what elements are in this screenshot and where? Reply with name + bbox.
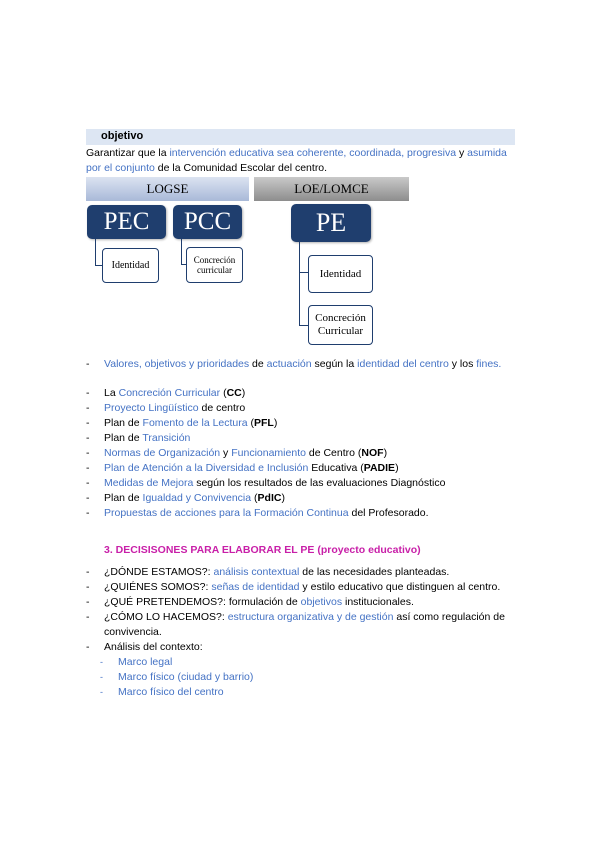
item-text: ) bbox=[383, 447, 388, 459]
item-text: y bbox=[220, 447, 232, 459]
list-dash: - bbox=[86, 581, 90, 593]
pec-identidad-box: Identidad bbox=[102, 248, 159, 283]
list-dash: - bbox=[86, 596, 90, 608]
item-link: Proyecto Lingüístico bbox=[104, 402, 199, 414]
item-link: Funcionamiento bbox=[231, 447, 306, 459]
item-abbr: PFL bbox=[254, 417, 274, 429]
item-text: Educativa ( bbox=[308, 462, 364, 474]
sublist-dash: - bbox=[100, 657, 103, 667]
pcc-connector bbox=[181, 239, 182, 264]
item-text: y los bbox=[448, 358, 477, 370]
heading-objetivo: objetivo bbox=[101, 130, 144, 142]
intro-paragraph bbox=[86, 146, 518, 176]
section-3-heading: 3. DECISISONES PARA ELABORAR EL PE (proyecto educativo) bbox=[104, 544, 421, 556]
item-text: de Centro ( bbox=[305, 447, 362, 459]
item-text: ¿QUIÉNES SOMOS?: bbox=[104, 581, 212, 593]
item-link: Propuestas de acciones para la Formación Continua bbox=[104, 507, 349, 519]
item-link: Transición bbox=[142, 432, 191, 444]
item-link: señas de identidad bbox=[211, 581, 300, 593]
sublist-label: Marco físico del centro bbox=[118, 686, 224, 698]
item-text: Plan de bbox=[104, 432, 143, 444]
item-text: ( bbox=[251, 492, 258, 504]
sublist-label: Marco físico (ciudad y barrio) bbox=[118, 671, 254, 683]
item-text: ) bbox=[241, 387, 246, 399]
pec-connector bbox=[95, 239, 96, 265]
list-dash: - bbox=[86, 641, 90, 653]
pe-identidad-box: Identidad bbox=[308, 255, 373, 293]
item-abbr: CC bbox=[226, 387, 242, 399]
item-text: de las necesidades planteadas. bbox=[299, 566, 450, 578]
list-dash: - bbox=[86, 566, 90, 578]
pe-connector bbox=[299, 242, 300, 325]
list-dash: - bbox=[86, 417, 90, 429]
item-text: La bbox=[104, 387, 119, 399]
logse-header: LOGSE bbox=[86, 177, 249, 201]
item-text: de bbox=[249, 358, 267, 370]
item-text: ) bbox=[273, 417, 278, 429]
pe-connector-h2 bbox=[299, 325, 308, 326]
item-abbr: PdIC bbox=[257, 492, 282, 504]
item-text: ¿QUÉ PRETENDEMOS?: formulación de bbox=[104, 596, 301, 608]
pe-concrecion-box: Concreción Curricular bbox=[308, 305, 373, 345]
item-link: Concreción Curricular bbox=[118, 387, 221, 399]
sublist-dash: - bbox=[100, 687, 103, 697]
loe-header: LOE/LOMCE bbox=[254, 177, 409, 201]
item-text: Plan de bbox=[104, 417, 143, 429]
item-text: de centro bbox=[198, 402, 246, 414]
sublist-dash: - bbox=[100, 672, 103, 682]
list-dash: - bbox=[86, 432, 90, 444]
pec-box: PEC bbox=[87, 205, 166, 239]
pcc-box: PCC bbox=[173, 205, 242, 239]
item-text: y estilo educativo que distinguen al centro. bbox=[299, 581, 501, 593]
item-link: análisis contextual bbox=[213, 566, 300, 578]
item-link: identidad del centro bbox=[357, 358, 449, 370]
item-text: Análisis del contexto: bbox=[104, 641, 203, 653]
item-text: así como regulación de convivencia. bbox=[104, 611, 505, 638]
list-dash: - bbox=[86, 492, 90, 504]
list-dash: - bbox=[86, 447, 90, 459]
list-dash: - bbox=[86, 462, 90, 474]
intro-link-2: asumida por el conjunto bbox=[86, 147, 507, 174]
item-text: ) bbox=[395, 462, 399, 474]
pcc-concrecion-box: Concreción curricular bbox=[186, 247, 243, 283]
item-link: actuación bbox=[266, 358, 312, 370]
item-link: Normas de Organización bbox=[104, 447, 221, 459]
item-text: del Profesorado. bbox=[348, 507, 429, 519]
item-text: ( bbox=[220, 387, 227, 399]
list-dash: - bbox=[86, 358, 90, 370]
item-link: Plan de Atención a la Diversidad e Inclusión bbox=[104, 462, 309, 474]
item-text: según la bbox=[311, 358, 358, 370]
pec-connector-h bbox=[95, 265, 102, 266]
list-dash: - bbox=[86, 507, 90, 519]
item-text: institucionales. bbox=[342, 596, 414, 608]
item-link: Medidas de Mejora bbox=[104, 477, 194, 489]
list-dash: - bbox=[86, 477, 90, 489]
item-abbr: PADIE bbox=[363, 462, 396, 474]
pe-box: PE bbox=[291, 204, 371, 242]
item-link: fines. bbox=[476, 358, 502, 370]
list-dash: - bbox=[86, 611, 90, 623]
item-text: ¿DÓNDE ESTAMOS?: bbox=[104, 566, 214, 578]
item-text: ¿CÓMO LO HACEMOS?: bbox=[104, 611, 228, 623]
item-link: Fomento de la Lectura bbox=[142, 417, 248, 429]
item-text: ( bbox=[247, 417, 255, 429]
intro-text-3: de la Comunidad Escolar del centro. bbox=[154, 162, 328, 174]
list-dash: - bbox=[86, 402, 90, 414]
item-link: Igualdad y Convivencia bbox=[142, 492, 252, 504]
sublist-label: Marco legal bbox=[118, 656, 173, 668]
item-link: estructura organizativa y de gestión bbox=[227, 611, 394, 623]
item-link: objetivos bbox=[300, 596, 343, 608]
intro-text-2: y bbox=[456, 147, 468, 159]
intro-text-1: Garantizar que la bbox=[86, 147, 170, 159]
pe-connector-h1 bbox=[299, 272, 308, 273]
item-abbr: NOF bbox=[361, 447, 384, 459]
item-text: según los resultados de las evaluaciones Diagnóstico bbox=[193, 477, 446, 489]
item-link: Valores, objetivos y prioridades bbox=[104, 358, 250, 370]
item-text: ) bbox=[281, 492, 285, 504]
heading-bar bbox=[86, 129, 515, 145]
item-text: Plan de bbox=[104, 492, 143, 504]
list-dash: - bbox=[86, 387, 90, 399]
intro-link-1: intervención educativa sea coherente, coordinada, progresiva bbox=[169, 147, 457, 159]
